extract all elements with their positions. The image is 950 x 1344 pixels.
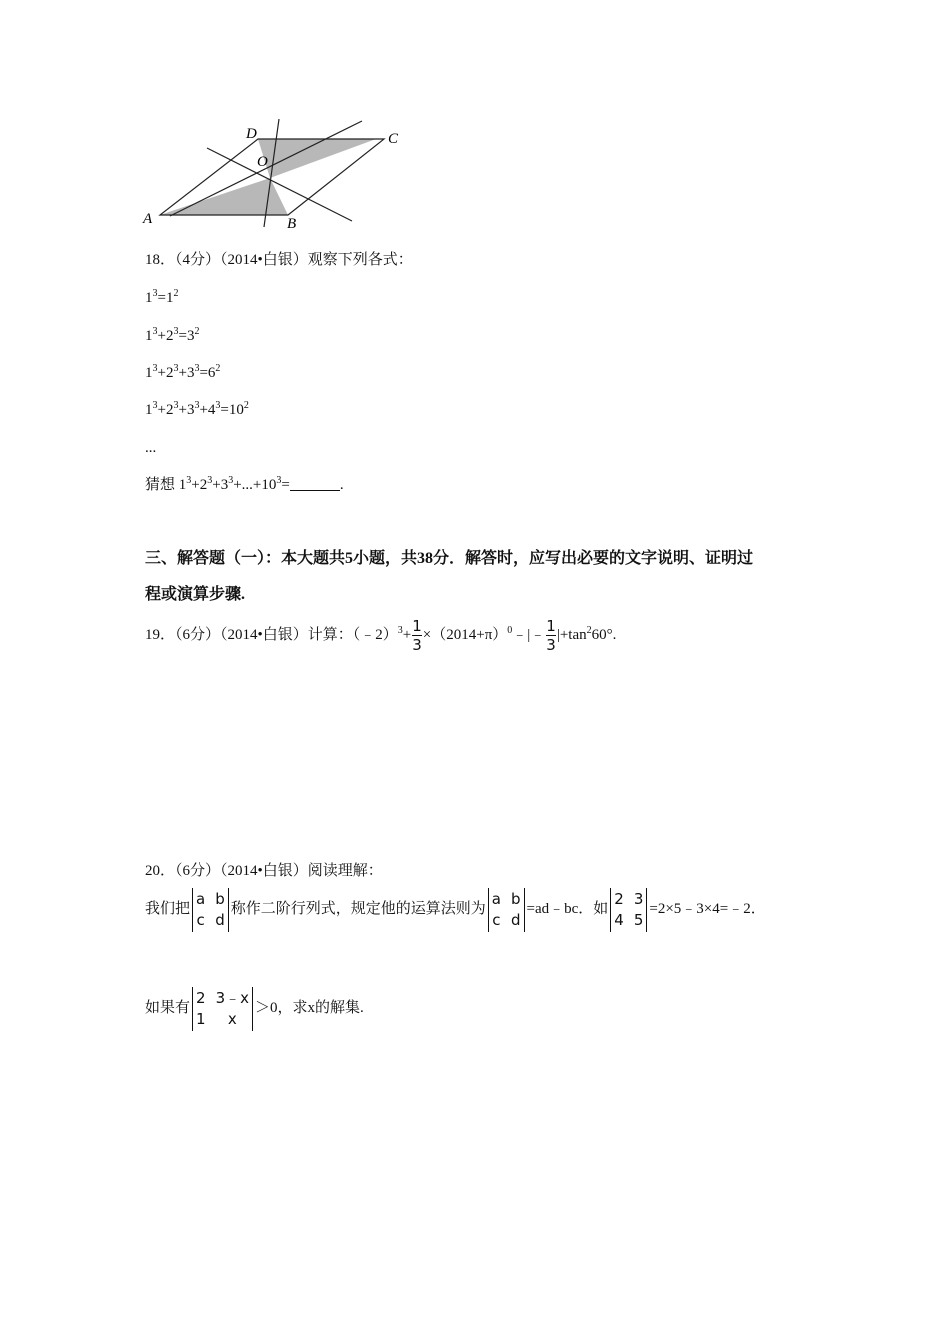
q18-guess: 猜想 $1^3+2^3+3^3+...+10^3=$ . [145,475,344,493]
q19-expression: 19．（6分）（2014•白银）计算：（﹣2）$^3$+ $\frac{1}{3}$ $\times(2014+\pi)^0﹣|﹣$ $\frac{1}{3}$ $|+\tan^260^\circ$. [145,617,617,655]
determinant-abcd: a b c d [192,888,229,932]
parallelogram-figure [140,118,420,233]
label-a: A [143,211,153,227]
determinant-inequality: 2 3﹣x 1 x [192,987,253,1031]
section-3-heading-line2: 程或演算步骤. [145,586,246,603]
q18-line-3: $1^3+2^3+3^3=6^2$ [145,363,221,381]
answer-blank[interactable] [290,476,340,491]
q20-definition: 我们把 a b c d 称作二阶行列式，规定他的运算法则为 a b c d =ad﹣bc．如 2 3 4 5 =2×5﹣3×4=﹣2． [145,886,766,932]
q18-line-1: $1^3=1^2$ [145,288,179,306]
label-o: O [257,154,268,170]
fraction-one-third-abs: $\frac{1}{3}$ [546,617,556,655]
q18-ellipsis: ... [145,440,157,456]
label-d: D [246,126,257,142]
section-3-heading-line1: 三、解答题（一）：本大题共5小题，共38分．解答时，应写出必要的文字说明、证明过 [145,550,754,567]
q18-header: 18．（4分）（2014•白银）观察下列各式： [145,252,413,268]
q18-line-4: $1^3+2^3+3^3+4^3=10^2$ [145,400,249,418]
determinant-abcd-rule: a b c d [488,888,525,932]
q20-header: 20．（6分）（2014•白银）阅读理解： [145,863,383,879]
label-c: C [388,131,399,147]
q18-line-2: $1^3+2^3=3^2$ [145,326,200,344]
label-b: B [287,216,297,232]
determinant-2345: 2 3 4 5 [610,888,647,932]
q20-inequality: 如果有 2 3﹣x 1 x ＞0，求x的解集. [145,985,364,1031]
fraction-one-third: $\frac{1}{3}$ [412,617,422,655]
